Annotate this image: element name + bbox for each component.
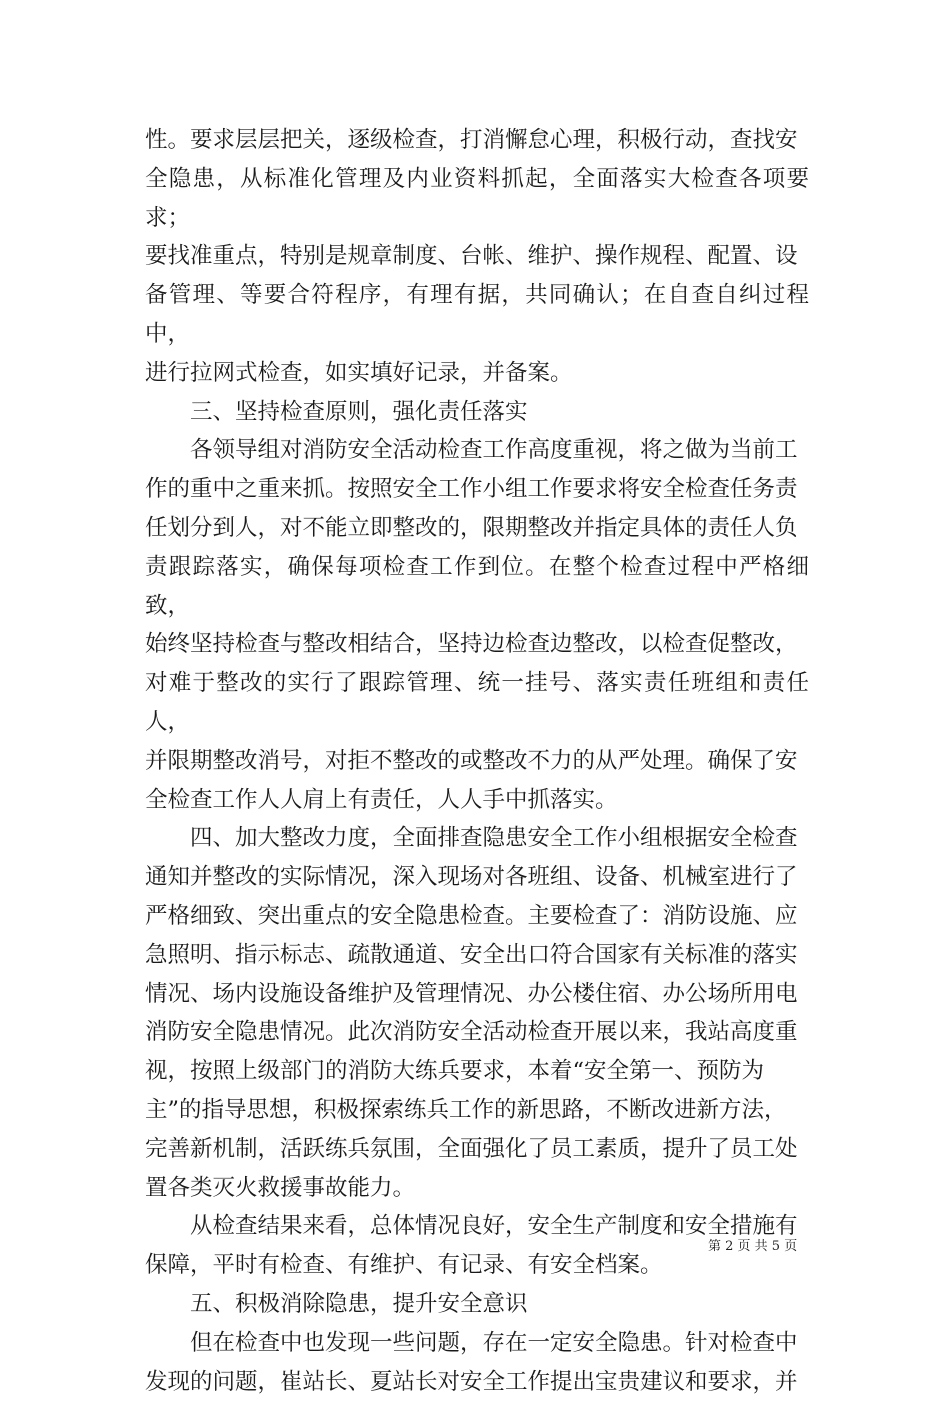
paragraph-results: 从检查结果来看，总体情况良好，安全生产制度和安全措施有 保障，平时有检查、有维护、有记录、有安全档案。 [145,1213,798,1279]
document-body [145,121,809,1401]
page-number-footer: 第 2 页 共 5 页 [708,1239,798,1254]
paragraph-section-5: 但在检查中也发现一些问题，存在一定安全隐患。针对检查中 发现的问题，崔站长、夏站长对安全工作提出宝贵建议和要求，并 [145,1329,798,1395]
section-heading-5: 五、积极消除隐患，提升安全意识 [145,1290,528,1317]
paragraph-section-4: 四、加大整改力度，全面排查隐患安全工作小组根据安全检查 通知并整改的实际情况，深入现场对各班组、设备、机械室进行了 严格细致、突出重点的安全隐患检查。主要检查了：消防设施、应 急照明、指示标志、疏散通道、安全出口符合国家有关标准的落实 情况、场内设施设备维护及管理情况、办公楼住宿、办公场所用电 消防安全隐患情况。此次消防安全活动检查开展以来，我站高度重 视，按照上级部门的消防大练兵要求，本着“安全第一、预防为 主”的指导思想，积极探索练兵工作的新思路，不断改进新方法， 完善新机制，活跃练兵氛围，全面强化了员工素质，提升了员工处 置各类灭火救援事故能力。 [145,825,798,1201]
paragraph-section-3: 各领导组对消防安全活动检查工作高度重视，将之做为当前工 作的重中之重来抓。按照安全工作小组工作要求将安全检查任务责 任划分到人，对不能立即整改的，限期整改并指定具体的责任人负 责跟踪落实，确保每项检查工作到位。在整个检查过程中严格细致， 始终坚持检查与整改相结合，坚持边检查边整改，以检查促整改， 对难于整改的实行了跟踪管理、统一挂号、落实责任班组和责任人， 并限期整改消号，对拒不整改的或整改不力的从严处理。确保了安 全检查工作人人肩上有责任，人人手中抓落实。 [145,437,809,813]
paragraph-continuation: 性。要求层层把关，逐级检查，打消懈怠心理，积极行动，查找安 全隐患，从标准化管理及内业资料抓起，全面落实大检查各项要求； 要找准重点，特别是规章制度、台帐、维护、操作规程、配置、设 备管理、等要合符程序，有理有据，共同确认；在自查自纠过程中， 进行拉网式检查，如实填好记录，并备案。 [145,127,809,386]
section-heading-3: 三、坚持检查原则，强化责任落实 [145,398,528,425]
